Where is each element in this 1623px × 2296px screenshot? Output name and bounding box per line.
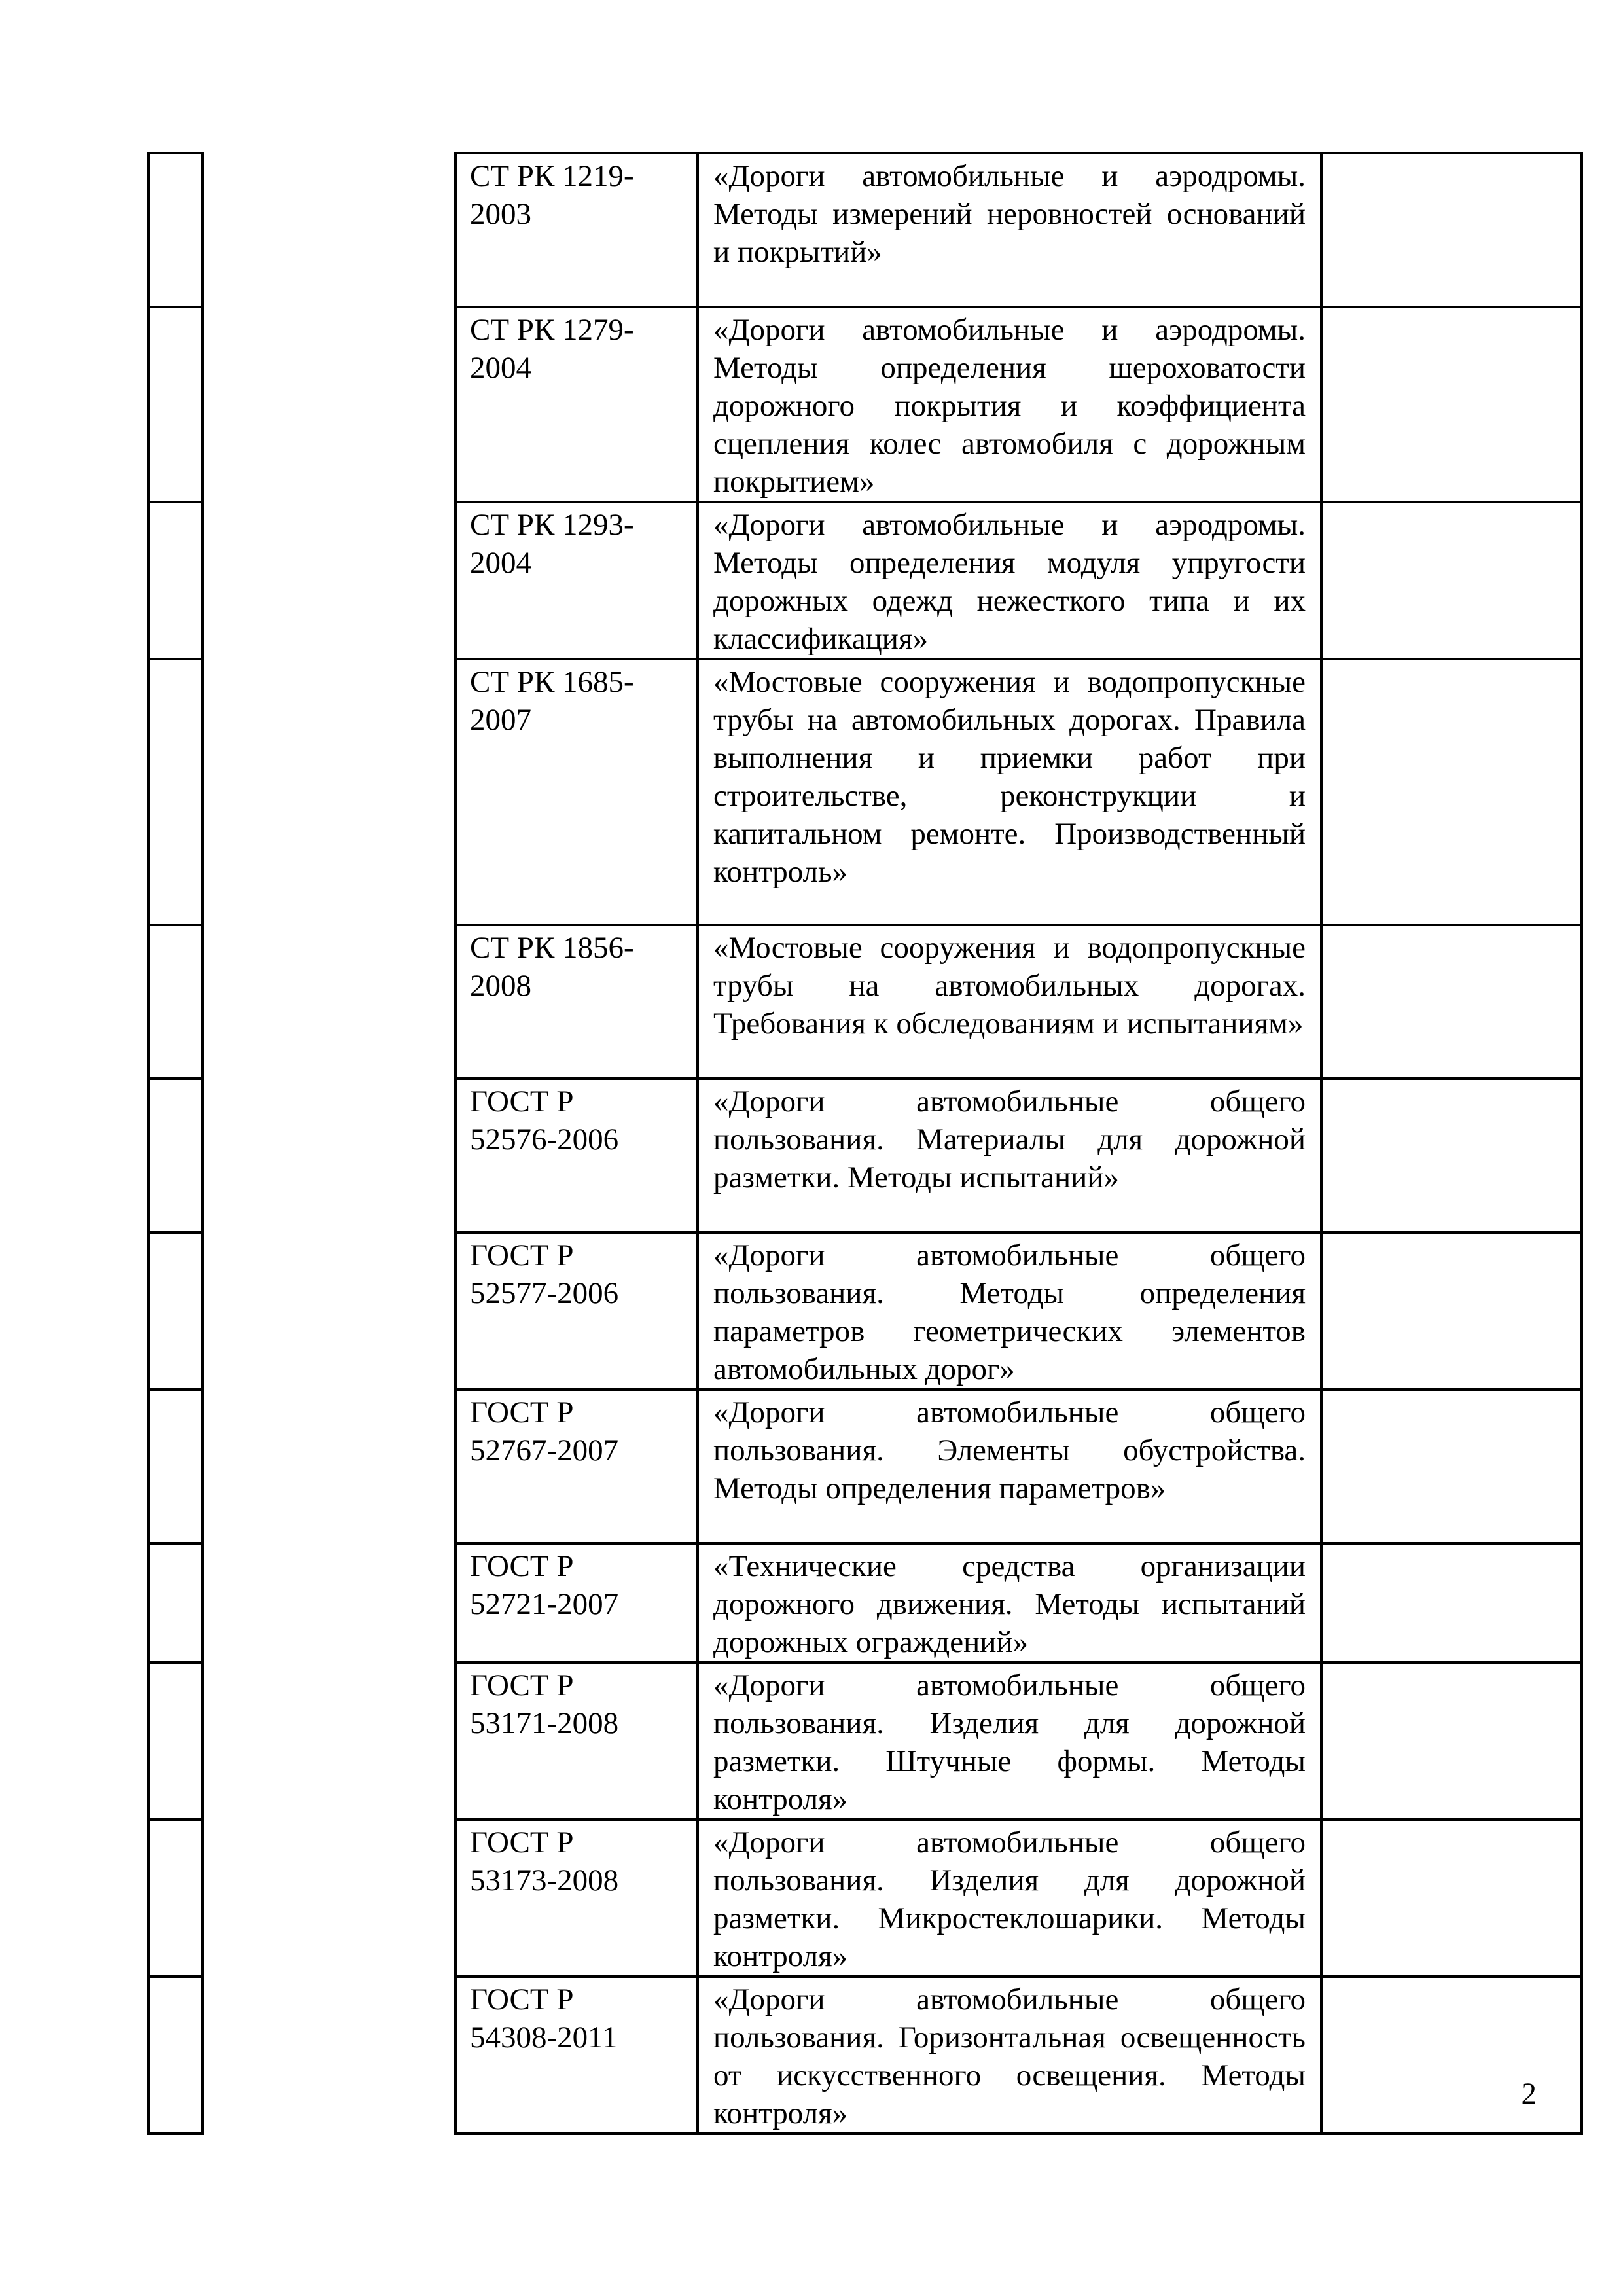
standard-title: «Дороги автомобильные и аэродромы. Методы определения шероховатости дорожного покрытия и коэффициента сцепления колес автомобиля с дорожным покрытием» [698, 307, 1321, 502]
standard-code: СТ РК 1685-2007 [470, 665, 634, 737]
blank-cell [202, 1977, 455, 2134]
note-cell [1321, 153, 1582, 307]
standard-code-cell [455, 925, 698, 1079]
table-row [149, 1390, 1582, 1543]
row-number-cell [149, 1232, 202, 1390]
standard-code: ГОСТ Р 52576-2006 [470, 1085, 619, 1157]
standard-code-cell [455, 659, 698, 925]
standards-table [147, 152, 1583, 2135]
note-cell [1321, 1662, 1582, 1820]
standard-code: ГОСТ Р 53171-2008 [470, 1668, 619, 1740]
blank-cell [202, 1232, 455, 1390]
row-number-cell [149, 1543, 202, 1662]
table-row [149, 1820, 1582, 1977]
standard-title: «Дороги автомобильные общего пользования. Элементы обустройства. Методы определения параметров» [698, 1390, 1321, 1543]
standard-title: «Дороги автомобильные и аэродромы. Методы измерений неровностей оснований и покрытий» [698, 153, 1321, 307]
row-number-cell [149, 1662, 202, 1820]
table-row [149, 1232, 1582, 1390]
row-number-cell [149, 1390, 202, 1543]
standard-title: «Дороги автомобильные и аэродромы. Методы определения модуля упругости дорожных одежд нежесткого типа и их классификация» [698, 502, 1321, 659]
blank-cell [202, 659, 455, 925]
table-row [149, 1977, 1582, 2134]
standard-title: «Дороги автомобильные общего пользования. Методы определения параметров геометрических элементов автомобильных дорог» [698, 1232, 1321, 1390]
blank-cell [202, 307, 455, 502]
standard-code: СТ РК 1856-2008 [470, 931, 634, 1003]
standard-title: «Технические средства организации дорожного движения. Методы испытаний дорожных ограждений» [698, 1543, 1321, 1662]
standards-table-body [149, 153, 1582, 2134]
blank-cell [202, 1079, 455, 1232]
standard-code-cell [455, 153, 698, 307]
standard-code: СТ РК 1219-2003 [470, 159, 634, 231]
blank-cell [202, 1390, 455, 1543]
standard-code-cell [455, 1820, 698, 1977]
blank-cell [202, 1820, 455, 1977]
note-cell [1321, 1390, 1582, 1543]
standard-code: ГОСТ Р 54308-2011 [470, 1982, 618, 2054]
row-number-cell [149, 307, 202, 502]
note-cell [1321, 1820, 1582, 1977]
table-row [149, 1543, 1582, 1662]
standard-code-cell [455, 1232, 698, 1390]
table-row [149, 502, 1582, 659]
row-number-cell [149, 153, 202, 307]
note-cell [1321, 1977, 1582, 2134]
standard-title: «Мостовые сооружения и водопропускные трубы на автомобильных дорогах. Требования к обследованиям и испытаниям» [698, 925, 1321, 1079]
standard-code-cell [455, 307, 698, 502]
note-cell [1321, 1543, 1582, 1662]
blank-cell [202, 502, 455, 659]
standard-code-cell [455, 1662, 698, 1820]
note-cell [1321, 1232, 1582, 1390]
standard-code: ГОСТ Р 52721-2007 [470, 1549, 619, 1621]
standard-code: ГОСТ Р 53173-2008 [470, 1825, 619, 1897]
standard-code-cell [455, 1079, 698, 1232]
blank-cell [202, 925, 455, 1079]
row-number-cell [149, 502, 202, 659]
note-cell [1321, 925, 1582, 1079]
blank-cell [202, 1543, 455, 1662]
standard-code-cell [455, 1543, 698, 1662]
standard-code-cell [455, 1390, 698, 1543]
note-cell [1321, 659, 1582, 925]
standard-title: «Мостовые сооружения и водопропускные трубы на автомобильных дорогах. Правила выполнения и приемки работ при строительстве, реконструкции и капитальном ремонте. Производственный контроль» [698, 659, 1321, 925]
table-row [149, 925, 1582, 1079]
row-number-cell [149, 1977, 202, 2134]
standard-code: СТ РК 1279-2004 [470, 313, 634, 385]
note-cell [1321, 307, 1582, 502]
standard-title: «Дороги автомобильные общего пользования. Горизонтальная освещенность от искусственного освещения. Методы контроля» [698, 1977, 1321, 2134]
standard-code: СТ РК 1293-2004 [470, 508, 634, 580]
page-number: 2 [1521, 2077, 1537, 2111]
table-row [149, 153, 1582, 307]
standard-code-cell [455, 502, 698, 659]
standard-title: «Дороги автомобильные общего пользования. Изделия для дорожной разметки. Микростеклошарики. Методы контроля» [698, 1820, 1321, 1977]
table-row [149, 307, 1582, 502]
standard-title: «Дороги автомобильные общего пользования. Материалы для дорожной разметки. Методы испытаний» [698, 1079, 1321, 1232]
standard-code: ГОСТ Р 52577-2006 [470, 1238, 619, 1310]
row-number-cell [149, 1079, 202, 1232]
table-row [149, 659, 1582, 925]
note-cell [1321, 502, 1582, 659]
row-number-cell [149, 659, 202, 925]
blank-cell [202, 1662, 455, 1820]
standard-code: ГОСТ Р 52767-2007 [470, 1395, 619, 1467]
standard-title: «Дороги автомобильные общего пользования. Изделия для дорожной разметки. Штучные формы. Методы контроля» [698, 1662, 1321, 1820]
table-row [149, 1662, 1582, 1820]
row-number-cell [149, 925, 202, 1079]
note-cell [1321, 1079, 1582, 1232]
row-number-cell [149, 1820, 202, 1977]
table-row [149, 1079, 1582, 1232]
standard-code-cell [455, 1977, 698, 2134]
blank-cell [202, 153, 455, 307]
